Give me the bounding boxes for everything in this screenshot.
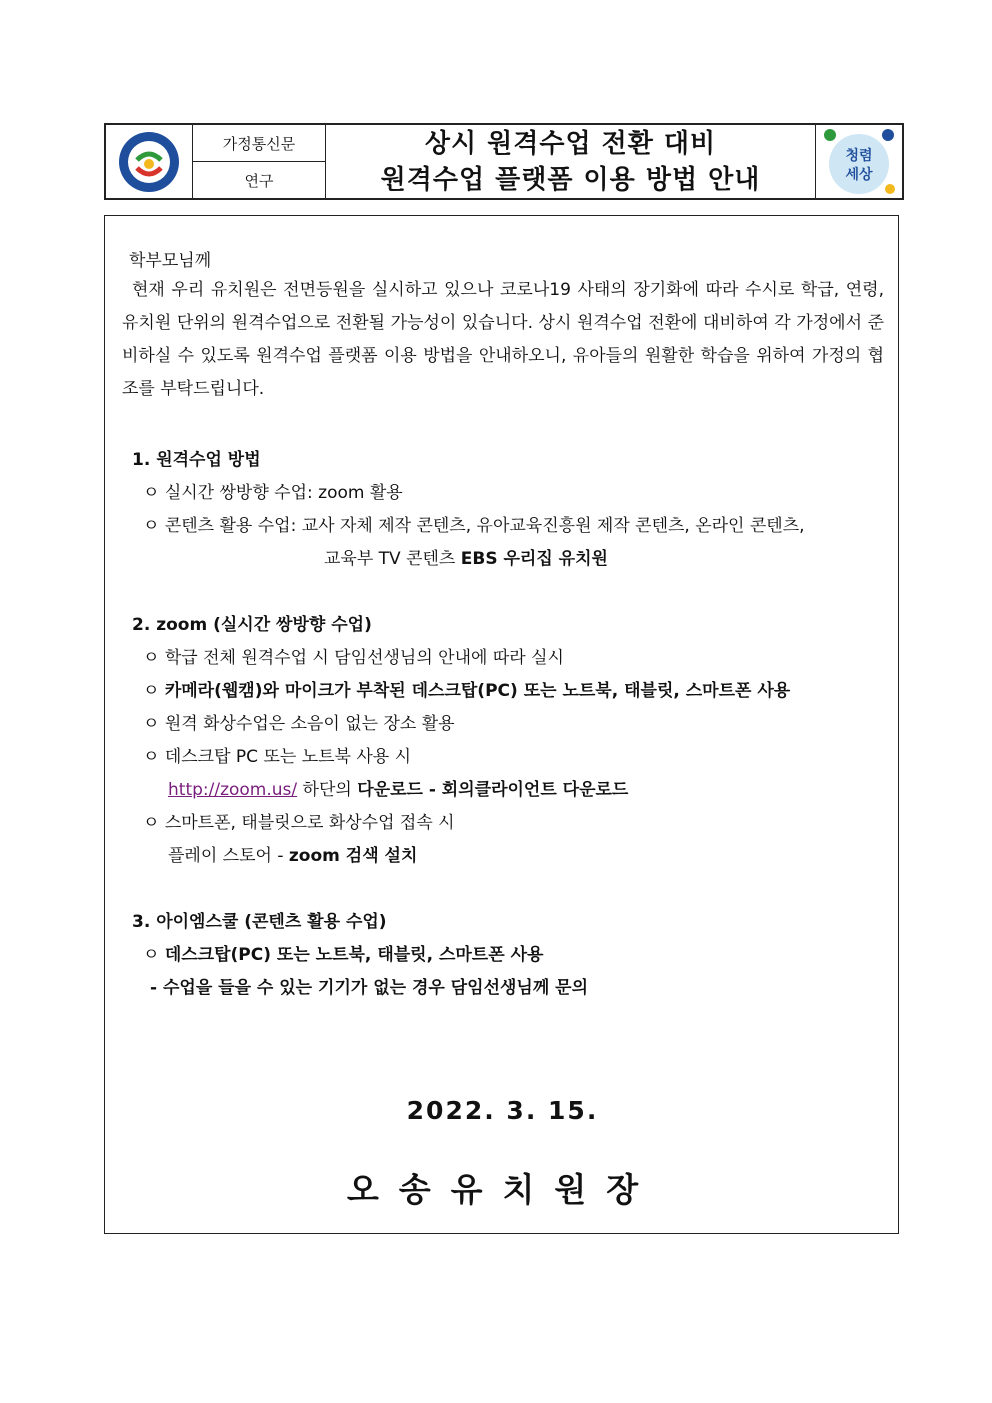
svg-text:청렴: 청렴 <box>845 147 873 164</box>
document-title <box>326 125 815 198</box>
section1-heading: 1. 원격수업 방법 <box>132 450 261 470</box>
section2-item-2-bold: 카메라(웹캠)와 마이크가 부착된 데스크탑(PC) 또는 노트북, 태블릿, 스마트폰 사용 <box>164 681 791 701</box>
kindergarten-logo <box>106 125 193 198</box>
section2-item-5-plain: 플레이 스토어 - <box>168 846 289 866</box>
section2-heading: 2. zoom (실시간 쌍방향 수업) <box>132 615 372 635</box>
intro-paragraph: 현재 우리 유치원은 전면등원을 실시하고 있으나 코로나19 사태의 장기화에 따라 수시로 학급, 연령, 유치원 단위의 원격수업으로 전환될 가능성이 있습니다. 상시 원격수업 전환에 대비하여 각 가정에서 준비하실 수 있도록 원격수업 플랫폼 이용 방법을 안내하오니, 유아들의 원활한 학습을 위하여 가정의 협조를 부탁드립니다. <box>122 280 884 399</box>
section2-item-2 <box>143 676 790 701</box>
section2-item-1: ㅇ 학급 전체 원격수업 시 담임선생님의 안내에 따라 실시 <box>143 648 564 668</box>
section3-note: - 수업을 들을 수 있는 기기가 없는 경우 담임선생님께 문의 <box>150 978 589 998</box>
category-label: 가정통신문 <box>193 125 325 162</box>
section2-item-5-bold: zoom 검색 설치 <box>288 846 418 866</box>
section2-item-4-detail <box>168 775 628 800</box>
category-sub-label: 연구 <box>244 171 274 190</box>
section3-item-1-bullet: ㅇ <box>143 945 165 965</box>
section2-item-5-detail <box>168 841 417 866</box>
section2-item-4-mid: 하단의 <box>297 780 358 800</box>
section1-item-2-continued <box>324 544 608 569</box>
section2-item-3: ㅇ 원격 화상수업은 소음이 없는 장소 활용 <box>143 714 455 734</box>
section1-item-2: ㅇ 콘텐츠 활용 수업: 교사 자체 제작 콘텐츠, 유아교육진흥원 제작 콘텐츠, 온라인 콘텐츠, <box>143 516 805 536</box>
section1-item-2-cont-text: 교육부 TV 콘텐츠 <box>324 549 461 569</box>
category-cell <box>193 125 326 198</box>
section2-item-5: ㅇ 스마트폰, 태블릿으로 화상수업 접속 시 <box>143 813 455 833</box>
section2-item-4: ㅇ 데스크탑 PC 또는 노트북 사용 시 <box>143 747 412 767</box>
section3-item-1-bold: 데스크탑(PC) 또는 노트북, 태블릿, 스마트폰 사용 <box>164 945 544 965</box>
title-line-2: 원격수업 플랫폼 이용 방법 안내 <box>380 164 761 195</box>
section2-item-2-bullet: ㅇ <box>143 681 165 701</box>
section1-item-1: ㅇ 실시간 쌍방향 수업: zoom 활용 <box>143 483 403 503</box>
greeting: 학부모님께 <box>129 251 212 271</box>
svg-text:세상: 세상 <box>845 166 873 183</box>
section3-heading: 3. 아이엠스쿨 (콘텐츠 활용 수업) <box>132 912 387 932</box>
zoom-download-link[interactable]: http://zoom.us/ <box>168 780 298 800</box>
title-line-1: 상시 원격수업 전환 대비 <box>424 128 717 159</box>
signature: 오송유치원장 <box>346 1170 659 1209</box>
section1-item-2-cont-bold: EBS 우리집 유치원 <box>460 549 608 569</box>
integrity-logo <box>815 125 902 198</box>
section3-item-1 <box>143 940 543 965</box>
integrity-emblem-icon <box>820 127 898 197</box>
document-header <box>104 123 904 200</box>
letter-date: 2022. 3. 15. <box>406 1096 599 1125</box>
section2-item-4-bold: 다운로드 - 회의클라이언트 다운로드 <box>357 780 629 800</box>
kindergarten-emblem-icon <box>117 130 181 194</box>
letter-body <box>104 215 899 1234</box>
